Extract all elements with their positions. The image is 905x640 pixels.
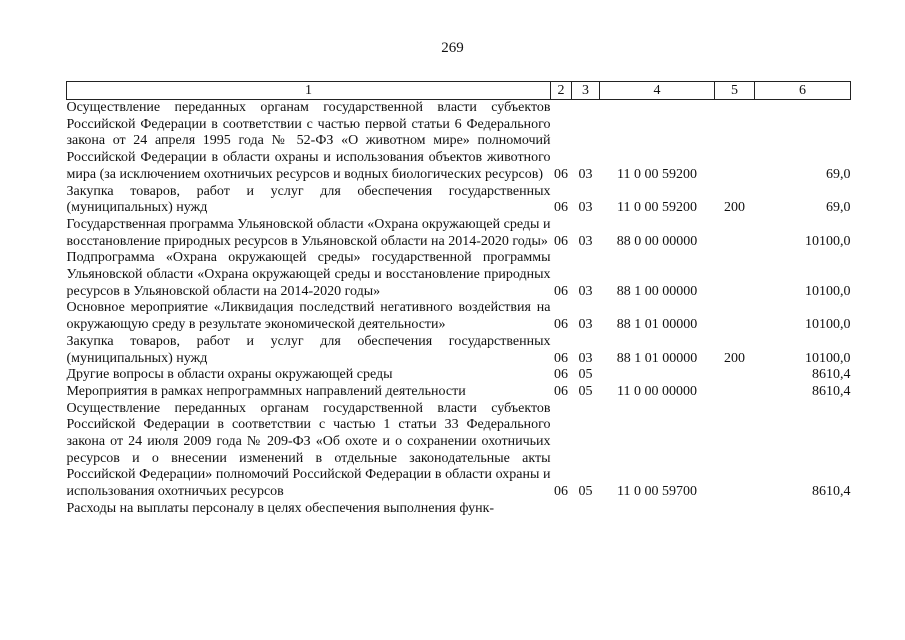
table-row: [67, 300, 851, 333]
expense-name: Основное мероприятие «Ликвидация последствий негативного воздействия на окружающую среду в результате экономической деятельности»: [66, 300, 551, 333]
expense-type-code: 200: [724, 200, 745, 216]
col-header-3: 3: [572, 82, 600, 100]
amount: 8610,4: [812, 383, 851, 399]
section-code: 06: [554, 367, 568, 383]
subsection-code: 03: [578, 200, 593, 216]
expense-type-code: [715, 100, 755, 184]
amount: 8610,4: [812, 367, 851, 383]
col-header-2: 2: [551, 82, 572, 100]
table-row: [67, 334, 851, 367]
expense-name: Мероприятия в рамках непрограммных направлений деятельности: [66, 383, 466, 399]
expense-name: Другие вопросы в области охраны окружающей среды: [66, 367, 393, 383]
subsection-code: [572, 501, 600, 518]
target-code: [600, 501, 715, 518]
budget-table: [66, 81, 851, 518]
amount: 8610,4: [812, 484, 851, 500]
table-row: [67, 217, 851, 250]
table-row: [67, 384, 851, 401]
section-code: 06: [554, 166, 568, 182]
expense-type-code: [715, 367, 755, 384]
page-number: 269: [441, 40, 464, 56]
amount: 10100,0: [805, 350, 851, 366]
subsection-code: 05: [578, 484, 593, 500]
target-code: 88 1 01 00000: [616, 350, 698, 366]
table-row: [67, 501, 851, 518]
col-header-5: 5: [715, 82, 755, 100]
expense-name: Закупка товаров, работ и услуг для обеспечения государственных (муниципальных) нужд: [66, 333, 551, 366]
target-code: 11 0 00 59200: [617, 200, 697, 216]
expense-name: Расходы на выплаты персоналу в целях обеспечения выполнения функ-: [66, 500, 495, 516]
table-row: [67, 184, 851, 217]
col-header-4: 4: [600, 82, 715, 100]
section-code: [551, 501, 572, 518]
col-header-1: 1: [67, 82, 551, 100]
subsection-code: 05: [578, 367, 593, 383]
section-code: 06: [554, 350, 568, 366]
expense-type-code: [715, 384, 755, 401]
amount: [755, 501, 851, 518]
amount: 69,0: [826, 200, 851, 216]
subsection-code: 03: [578, 317, 593, 333]
table-row: [67, 367, 851, 384]
expense-type-code: [715, 401, 755, 501]
expense-name: Осуществление переданных органам государственной власти субъектов Российской Федерации в соответствии с частью первой статьи 6 Федерального закона от 24 апреля 1995 года № 52-ФЗ «О животном мире» полномочий Российской Федерации в области охраны и использования объектов животного мира (за исключением охотничьих ресурсов и водных биологических ресурсов): [66, 100, 551, 182]
expense-type-code: [715, 501, 755, 518]
target-code: 11 0 00 59700: [617, 484, 697, 500]
table-row: [67, 100, 851, 184]
target-code: 11 0 00 59200: [617, 166, 697, 182]
amount: 10100,0: [805, 233, 851, 249]
expense-name: Закупка товаров, работ и услуг для обеспечения государственных (муниципальных) нужд: [66, 183, 551, 216]
expense-type-code: [715, 300, 755, 333]
section-code: 06: [554, 383, 568, 399]
amount: 69,0: [826, 166, 851, 182]
section-code: 06: [554, 317, 568, 333]
expense-type-code: 200: [724, 350, 745, 366]
target-code: 88 0 00 00000: [616, 233, 698, 249]
subsection-code: 03: [578, 350, 593, 366]
amount: 10100,0: [805, 317, 851, 333]
table-row: [67, 401, 851, 501]
col-header-6: 6: [755, 82, 851, 100]
target-code: 88 1 01 00000: [616, 317, 698, 333]
target-code: [600, 367, 715, 384]
expense-name: Подпрограмма «Охрана окружающей среды» государственной программы Ульяновской области «Охрана окружающей среды и восстановление природных ресурсов в Ульяновской области на 2014-2020 годы»: [66, 250, 551, 299]
expense-type-code: [715, 217, 755, 250]
subsection-code: 03: [578, 166, 593, 182]
header-row: [67, 82, 851, 100]
amount: 10100,0: [805, 283, 851, 299]
section-code: 06: [554, 233, 568, 249]
subsection-code: 05: [578, 383, 593, 399]
section-code: 06: [554, 200, 568, 216]
table-row: [67, 250, 851, 300]
target-code: 88 1 00 00000: [616, 283, 698, 299]
section-code: 06: [554, 283, 568, 299]
subsection-code: 03: [578, 283, 593, 299]
subsection-code: 03: [578, 233, 593, 249]
expense-name: Осуществление переданных органам государственной власти субъектов Российской Федерации в соответствии с частью 1 статьи 33 Федерального закона от 24 июля 2009 года № 209-ФЗ «Об охоте и о сохранении охотничьих ресурсов и о внесении изменений в отдельные законодательные акты Российской Федерации» полномочий Российской Федерации в области охраны и использования охотничьих ресурсов: [66, 400, 551, 500]
target-code: 11 0 00 00000: [617, 383, 697, 399]
expense-name: Государственная программа Ульяновской области «Охрана окружающей среды и восстановление природных ресурсов в Ульяновской области на 2014-2020 годы»: [66, 216, 551, 249]
section-code: 06: [554, 484, 568, 500]
expense-type-code: [715, 250, 755, 300]
